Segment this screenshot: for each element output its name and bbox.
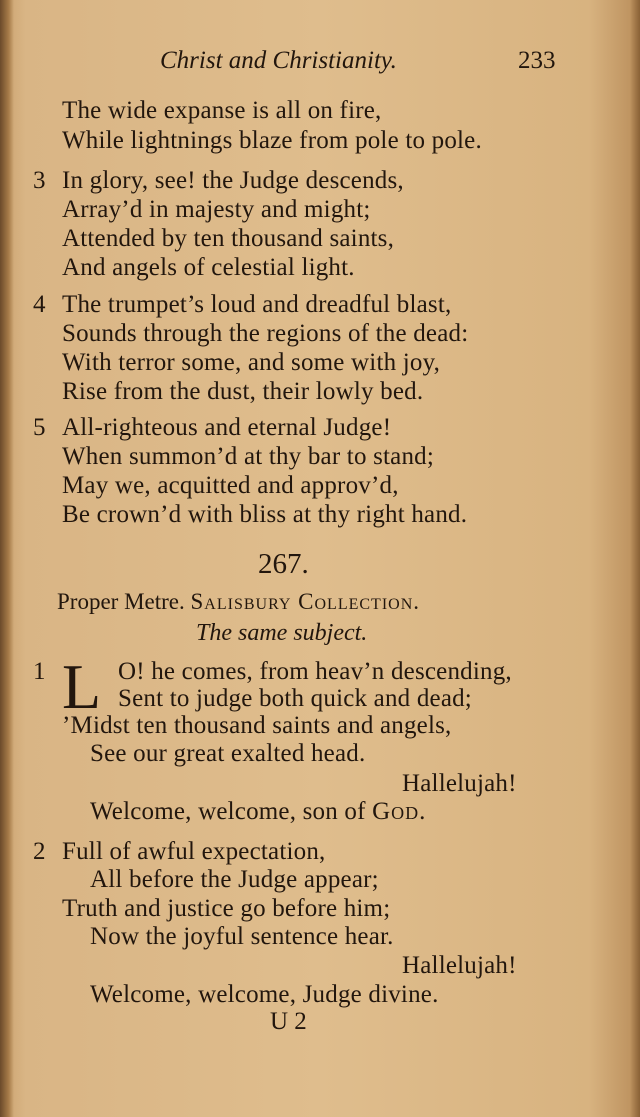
hymn-number: 267. <box>258 548 309 580</box>
verse-line: O! he comes, from heav’n descending, <box>118 658 512 685</box>
closing-text: Welcome, welcome, son of <box>90 798 373 825</box>
hymn-subject: The same subject. <box>196 620 368 646</box>
hymn-metre: Proper Metre. <box>57 589 185 614</box>
refrain: Hallelujah! <box>402 952 517 979</box>
closing-god: God <box>372 798 420 825</box>
hymn-collection: Salisbury Collection. <box>190 589 421 614</box>
signature-mark: U 2 <box>270 1008 307 1035</box>
verse-line: Attended by ten thousand saints, <box>62 225 395 252</box>
verse-line: And angels of celestial light. <box>62 254 355 281</box>
verse-line: The wide expanse is all on fire, <box>62 97 382 124</box>
verse-line: Sent to judge both quick and dead; <box>118 685 472 712</box>
refrain: Hallelujah! <box>402 770 517 797</box>
verse-line: While lightnings blaze from pole to pole. <box>62 127 482 154</box>
running-title: Christ and Christianity. <box>160 47 397 74</box>
verse-line: Rise from the dust, their lowly bed. <box>62 378 424 405</box>
closing-period: . <box>419 798 426 825</box>
drop-cap: L <box>62 651 102 722</box>
verse-number: 1 <box>33 658 46 685</box>
verse-line: May we, acquitted and approv’d, <box>62 472 399 499</box>
verse-line: All before the Judge appear; <box>90 866 379 893</box>
verse-line: Now the joyful sentence hear. <box>90 923 394 950</box>
page-number: 233 <box>518 47 556 74</box>
verse-line: In glory, see! the Judge descends, <box>62 167 404 194</box>
verse-line: All-righteous and eternal Judge! <box>62 414 392 441</box>
verse-line: With terror some, and some with joy, <box>62 349 441 376</box>
verse-line: The trumpet’s loud and dreadful blast, <box>62 291 452 318</box>
verse-number: 3 <box>33 167 46 194</box>
verse-line: Sounds through the regions of the dead: <box>62 320 469 347</box>
verse-line: When summon’d at thy bar to stand; <box>62 443 435 470</box>
verse-number: 5 <box>33 414 46 441</box>
closing-line: Welcome, welcome, Judge divine. <box>90 981 439 1008</box>
verse-line: ’Midst ten thousand saints and angels, <box>62 712 452 739</box>
verse-line: Be crown’d with bliss at thy right hand. <box>62 501 468 528</box>
verse-line: Full of awful expectation, <box>62 838 326 865</box>
verse-line: See our great exalted head. <box>90 740 366 767</box>
verse-line: Array’d in majesty and might; <box>62 196 371 223</box>
verse-line: Truth and justice go before him; <box>62 895 391 922</box>
verse-number: 4 <box>33 291 46 318</box>
closing-line <box>90 797 426 827</box>
hymn-metre-line <box>57 589 420 615</box>
verse-number: 2 <box>33 838 46 865</box>
